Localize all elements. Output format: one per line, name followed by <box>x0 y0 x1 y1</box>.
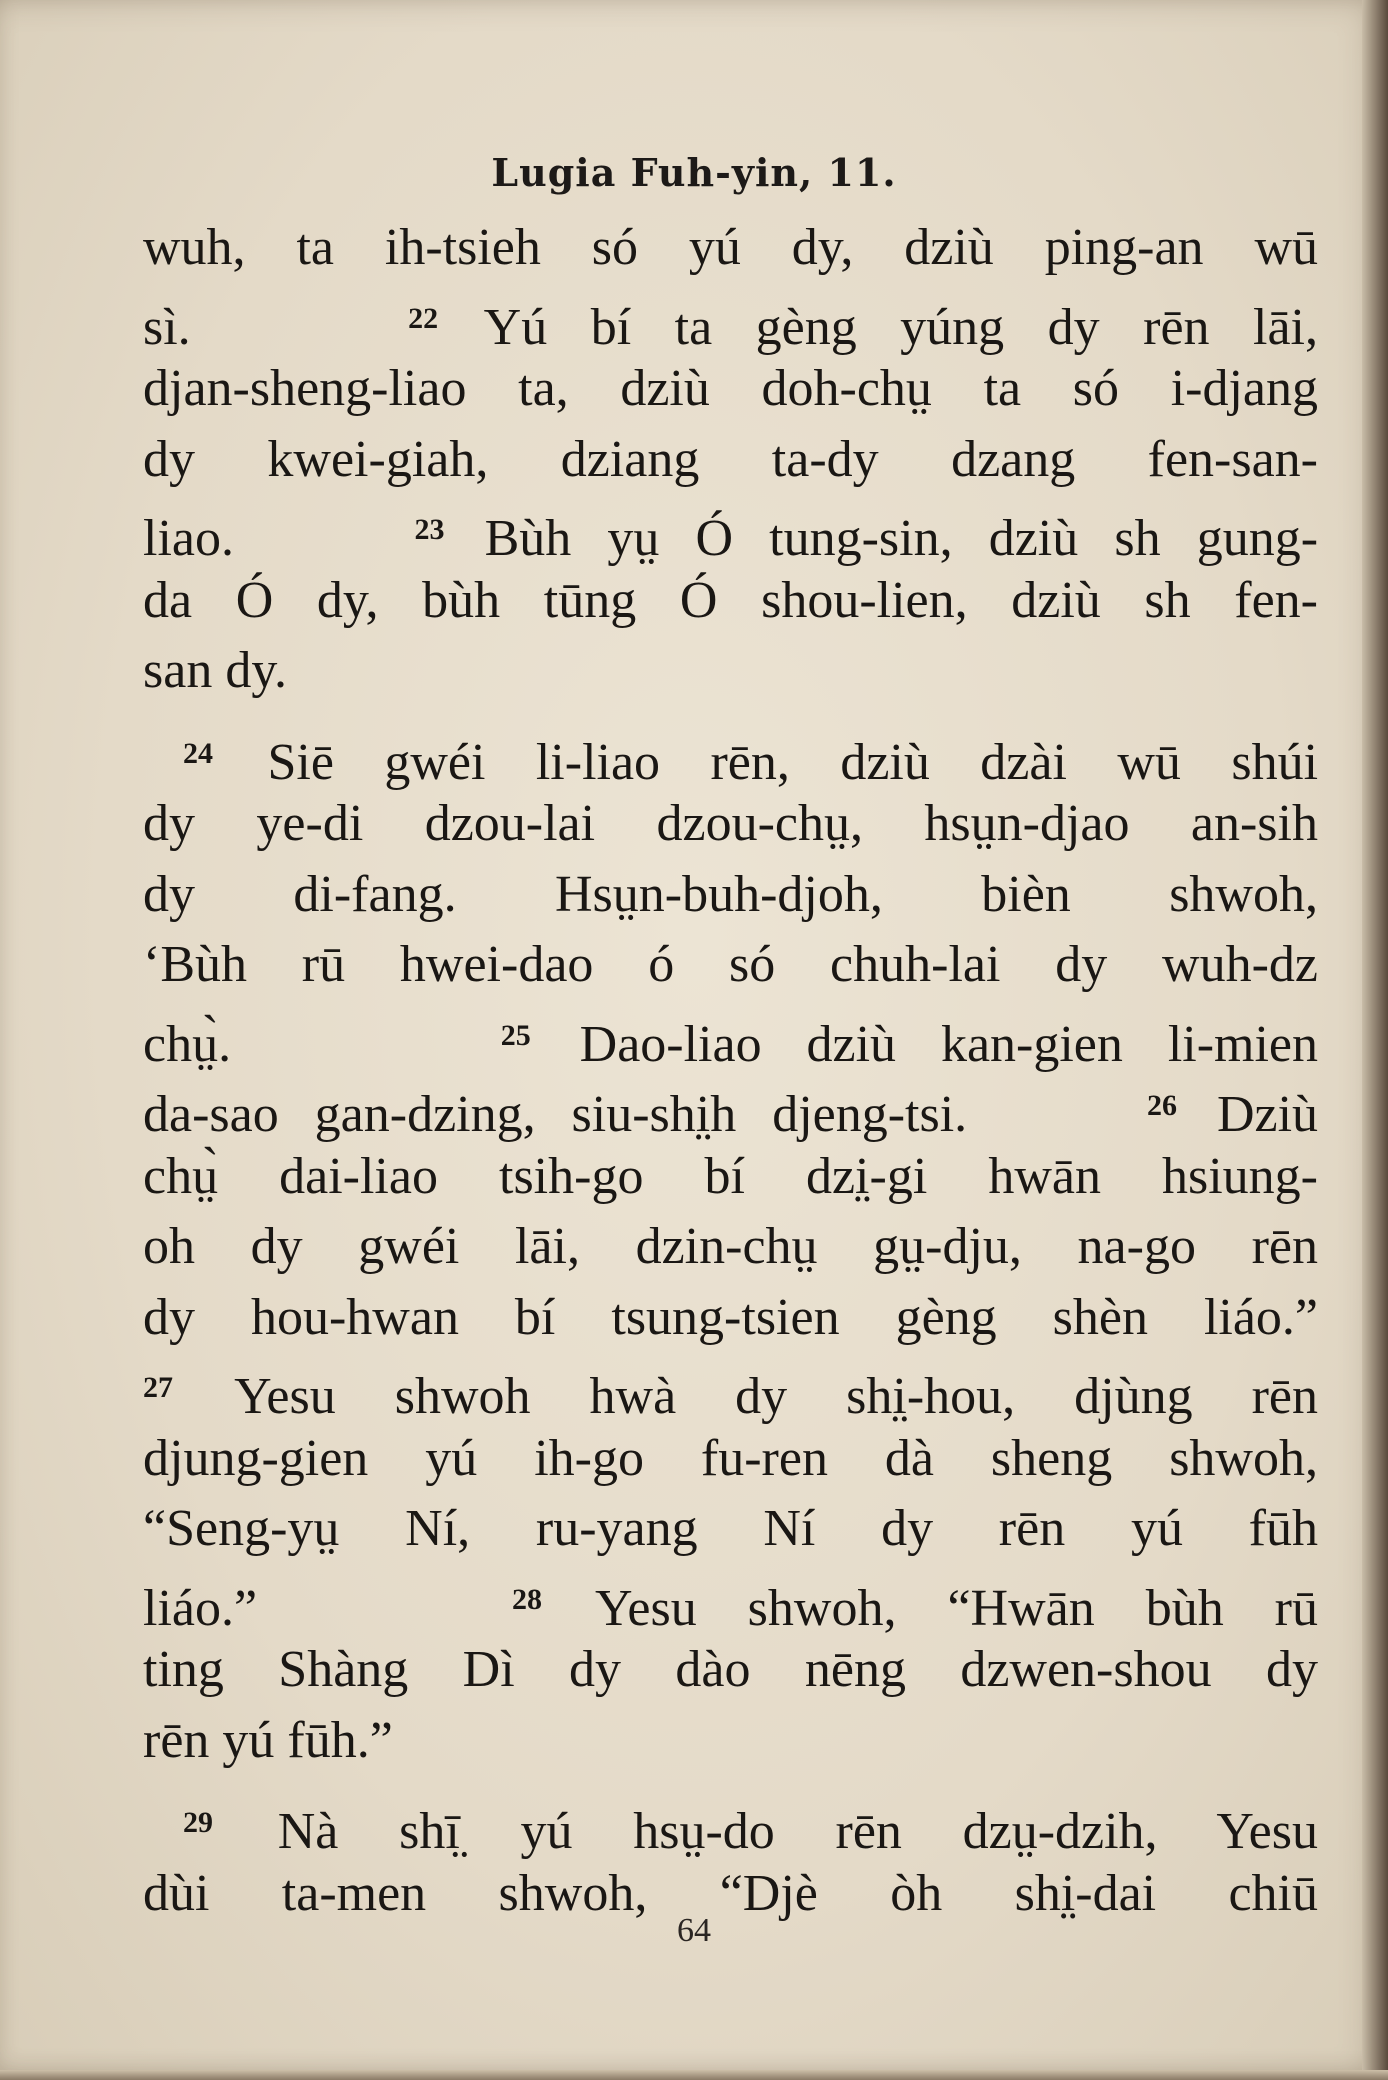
verse-number: 22 <box>408 301 439 335</box>
text-line: ‘Bùh rū hwei-dao ó só chuh-lai dy wuh-dz <box>143 936 1318 993</box>
paragraph-gap <box>143 707 1318 719</box>
text-line <box>143 1353 1318 1424</box>
verse-number: 23 <box>414 513 445 546</box>
verse-text: Nà shī̤ yú hsṳ-do rēn dzṳ-dzih, Yesu <box>277 1803 1318 1860</box>
text-line: dy di-fang. Hsṳn-buh-djoh, bièn shwoh, <box>143 865 1318 923</box>
text-line: ting Shàng Dì dy dào nēng dzwen-shou dy <box>143 1641 1318 1698</box>
page-bottom-edge <box>0 2070 1388 2080</box>
line-start: sì. <box>143 298 191 356</box>
verse-number: 27 <box>143 1371 173 1404</box>
text-line: dy hou-hwan bí tsung-tsien gèng shèn liáo.” <box>143 1288 1318 1346</box>
line-start: chṳ̀. <box>143 1015 232 1073</box>
text-line: “Seng-yṳ Ní, ru-yang Ní dy rēn yú fūh <box>143 1500 1318 1557</box>
paragraph-gap <box>143 1776 1318 1788</box>
line-start: liao. <box>143 510 234 567</box>
text-line <box>143 1071 1318 1142</box>
text-line <box>143 1565 1318 1636</box>
page-edge-shadow <box>1362 0 1388 2080</box>
text-line <box>143 284 1318 355</box>
verse-text: Yú bí ta gèng yúng dy rēn lāi, <box>483 298 1319 356</box>
verse-text: Yesu shwoh hwà dy shi̤-hou, djùng rēn <box>234 1368 1318 1425</box>
running-head: Lugia Fuh-yin, 11. <box>491 150 897 195</box>
text-line: oh dy gwéi lāi, dzin-chṳ gṳ-dju, na-go rēn <box>143 1218 1318 1275</box>
text-line: djan-sheng-liao ta, dziù doh-chṳ ta só i-djang <box>143 360 1318 417</box>
text-line: rēn yú fūh.” <box>143 1711 393 1769</box>
text-line: san dy. <box>143 642 287 699</box>
text-line: dy kwei-giah, dziang ta-dy dzang fen-san- <box>143 430 1318 488</box>
text-line: dy ye-di dzou-lai dzou-chṳ, hsṳn-djao an-sih <box>143 795 1318 852</box>
body-text <box>143 213 1318 1929</box>
text-line: chṳ̀ dai-liao tsih-go bí dzi̤-gi hwān hsiung- <box>143 1147 1318 1205</box>
text-line <box>143 719 1318 790</box>
verse-text: Dao-liao dziù kan-gien li-mien <box>579 1015 1319 1073</box>
verse-text: Bùh yṳ Ó tung-sin, dziù sh gung- <box>484 510 1319 567</box>
text-line <box>143 1788 1318 1859</box>
verse-text: Yesu shwoh, “Hwān bùh rū <box>595 1579 1318 1637</box>
text-line: djung-gien yú ih-go fu-ren dà sheng shwoh, <box>143 1429 1318 1487</box>
verse-number: 25 <box>500 1018 531 1052</box>
text-line: da Ó dy, bùh tūng Ó shou-lien, dziù sh fen- <box>143 571 1318 629</box>
text-line: dùi ta-men shwoh, “Djè òh shi̤-dai chiū <box>143 1864 1318 1922</box>
text-line <box>143 495 1318 566</box>
page-number: 64 <box>677 1912 711 1949</box>
verse-number: 26 <box>1146 1089 1177 1122</box>
verse-number: 28 <box>511 1582 542 1616</box>
verse-number: 29 <box>183 1806 213 1839</box>
line-start: liáo.” <box>143 1579 258 1637</box>
verse-text: Dziù <box>1216 1086 1319 1143</box>
text-line <box>143 1001 1318 1072</box>
verse-text: Siē gwéi li-liao rēn, dziù dzài wū shúi <box>267 733 1319 791</box>
text-line: wuh, ta ih-tsieh só yú dy, dziù ping-an wū <box>143 219 1318 276</box>
line-start: da-sao gan-dzing, siu-shi̤h djeng-tsi. <box>143 1086 968 1143</box>
verse-number: 24 <box>183 736 213 770</box>
